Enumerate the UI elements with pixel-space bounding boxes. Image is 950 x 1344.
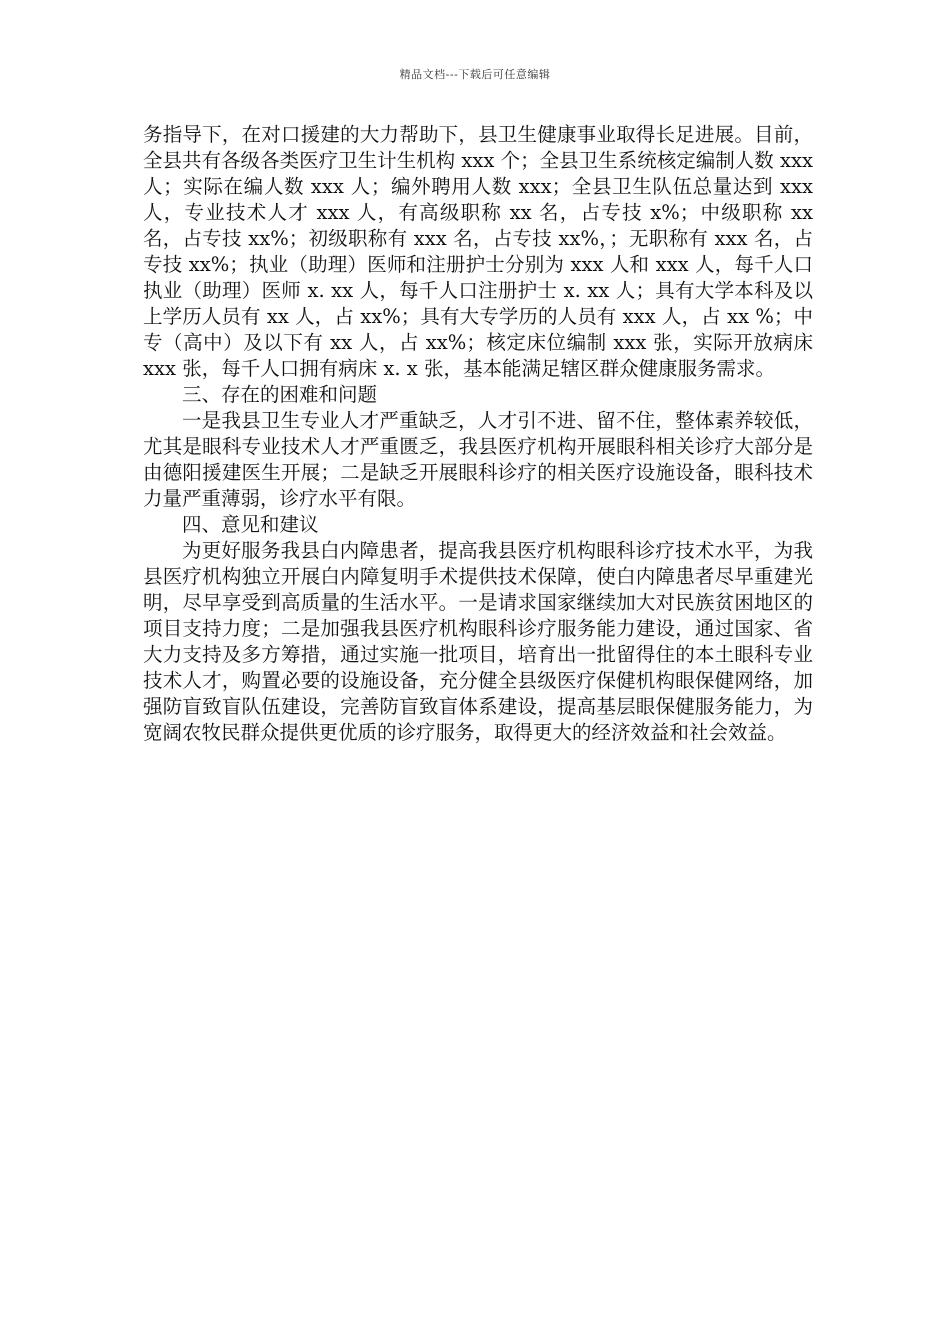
section-heading-suggestions: 四、意见和建议 [182,513,319,536]
page-header: 精品文档---下载后可任意编辑 [399,68,551,81]
paragraph-difficulties: 一是我县卫生专业人才严重缺乏，人才引不进、留不住，整体素养较低，尤其是眼科专业技术人才严重匮乏，我县医疗机构开展眼科相关诊疗大部分是由德阳援建医生开展；二是缺乏开展眼科诊疗的相关医疗设施设备，眼科技术力量严重薄弱，诊疗水平有限。 [143,409,813,510]
paragraph-health-statistics: 务指导下，在对口援建的大力帮助下，县卫生健康事业取得长足进展。目前，全县共有各级各类医疗卫生计生机构 xxx 个；全县卫生系统核定编制人数 xxx 人；实际在编人数 xxx 人；编外聘用人数 xxx；全县卫生队伍总量达到 xxx 人，专业技术人才 xxx 人，有高级职称 xx 名，占专技 x%；中级职称 xx 名，占专技 xx%；初级职称有 xxx 名，占专技 xx%，；无职称有 xxx 名，占专技 xx%；执业（助理）医师和注册护士分别为 xxx 人和 xxx 人，每千人口执业（助理）医师 x. xx 人，每千人口注册护士 x. xx 人；具有大学本科及以上学历人员有 xx 人，占 xx%；具有大专学历的人员有 xxx 人，占 xx %；中专（高中）及以下有 xx 人，占 xx%；核定床位编制 xxx 张，实际开放病床 xxx 张，每千人口拥有病床 x. x 张，基本能满足辖区群众健康服务需求。 [143,123,813,380]
paragraph-suggestions: 为更好服务我县白内障患者，提高我县医疗机构眼科诊疗技术水平，为我县医疗机构独立开展白内障复明手术提供技术保障，使白内障患者尽早重建光明，尽早享受到高质量的生活水平。一是请求国家继续加大对民族贫困地区的项目支持力度；二是加强我县医疗机构眼科诊疗服务能力建设，通过国家、省大力支持及多方筹措，通过实施一批项目，培育出一批留得住的本土眼科专业技术人才，购置必要的设施设备，充分健全县级医疗保健机构眼保健网络，加强防盲致盲队伍建设，完善防盲致盲体系建设，提高基层眼保健服务能力，为宽阔农牧民群众提供更优质的诊疗服务，取得更大的经济效益和社会效益。 [143,539,813,744]
section-heading-difficulties: 三、存在的困难和问题 [182,383,378,406]
document-body [143,122,813,746]
